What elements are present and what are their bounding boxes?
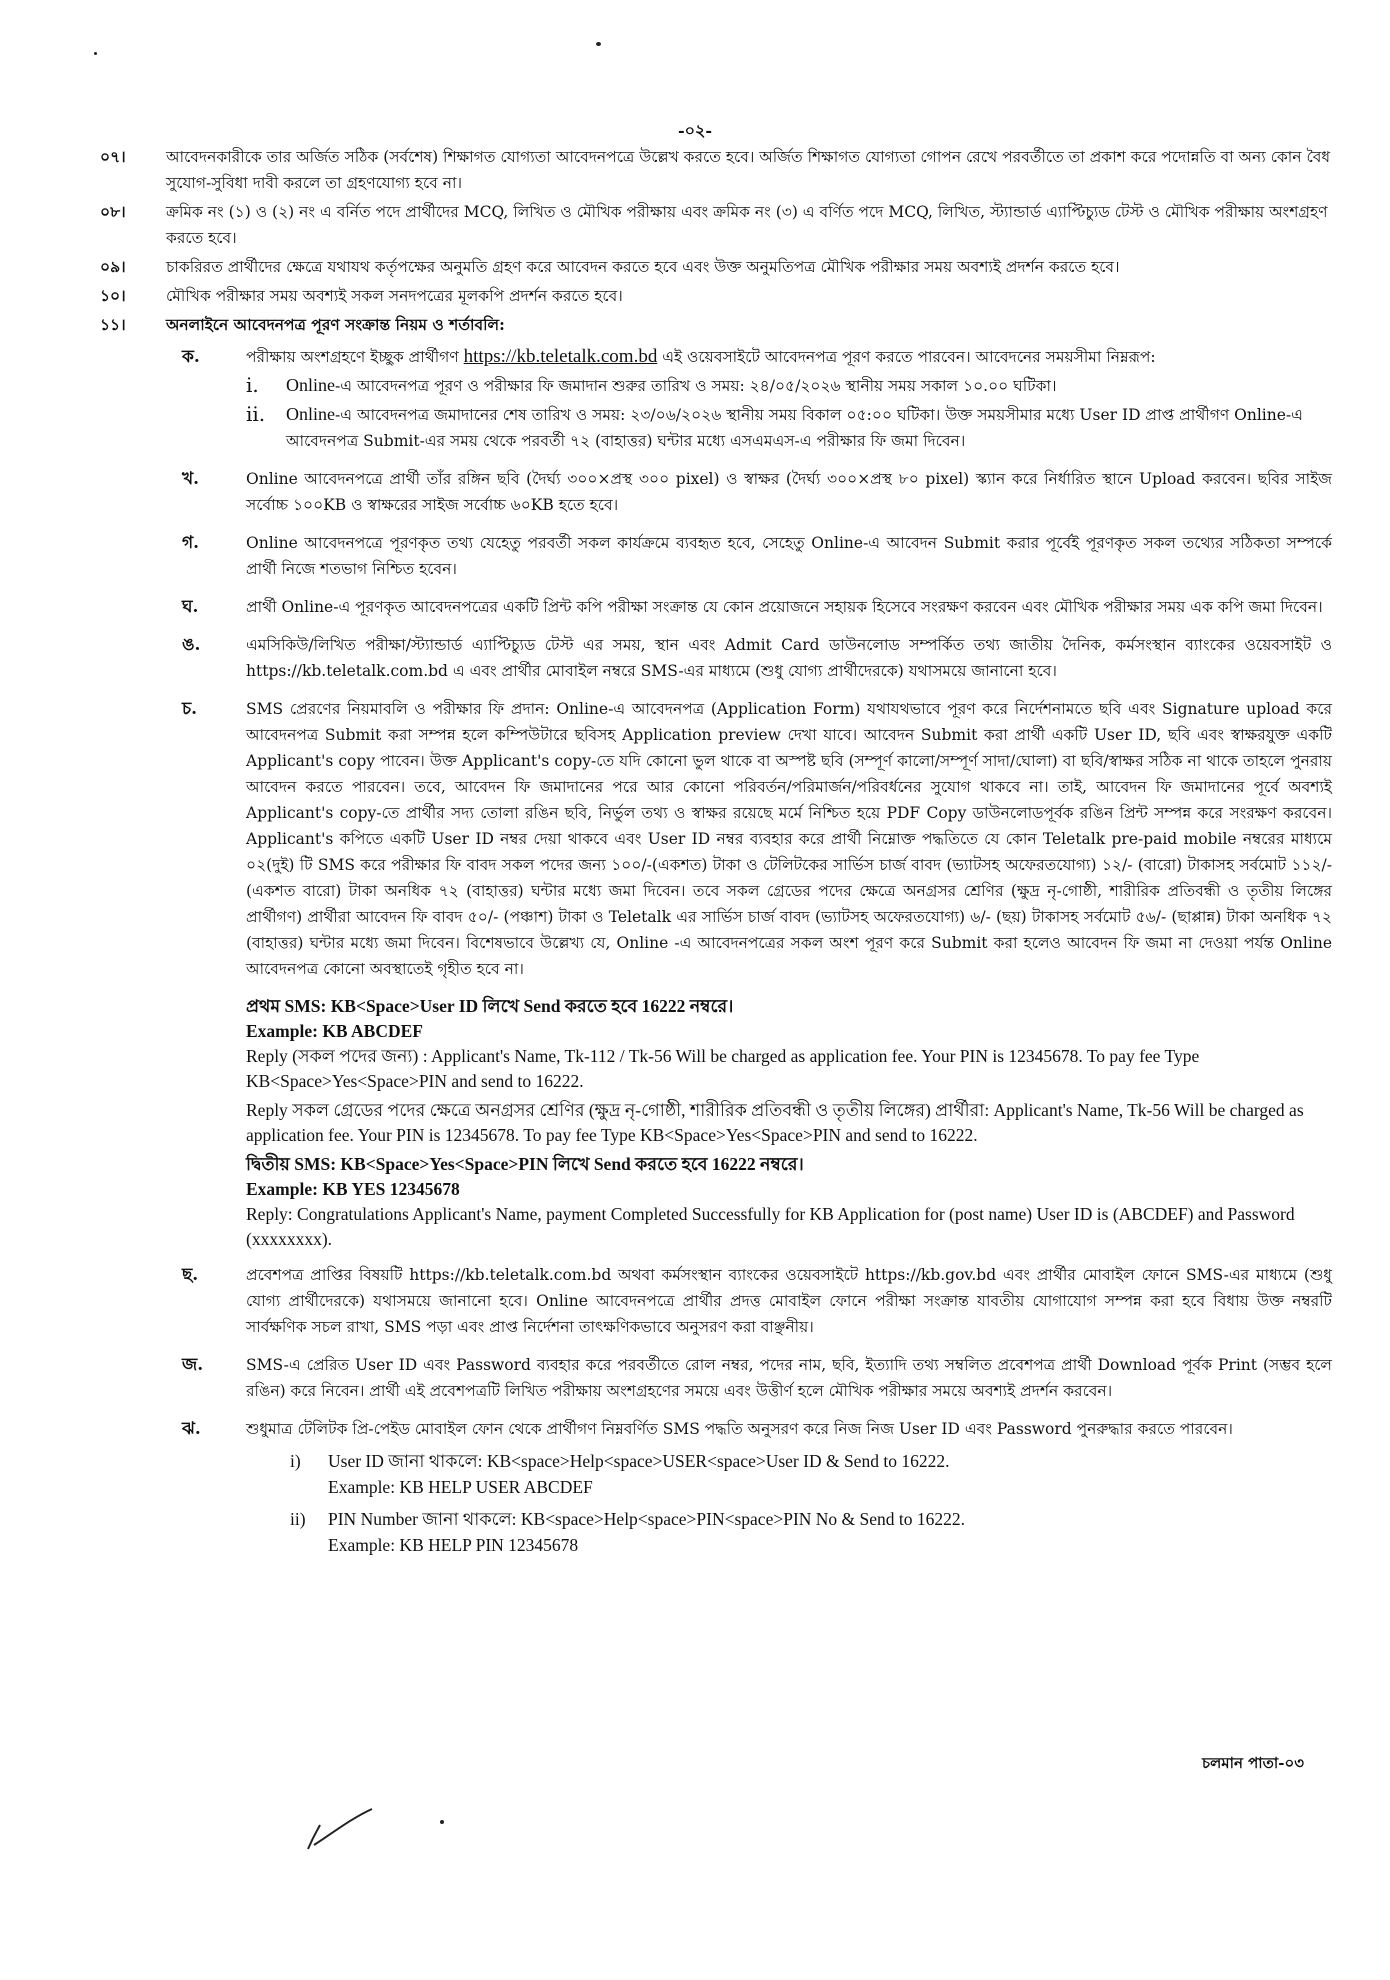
first-sms-command: KB<Space>User ID লিখে Send করতে হবে 16222 নম্বরে। [330,996,734,1016]
help-number: i) [290,1451,301,1471]
sub-item-letter: জ. [182,1355,204,1375]
sub-item-letter: খ. [182,469,200,489]
roman-number: i. [246,373,259,397]
sub-item-ka [170,344,1332,454]
help-command: User ID জানা থাকলে: KB<space>Help<space>USER<space>User ID & Send to 16222. [328,1451,950,1471]
first-sms-example: Example: KB ABCDEF [246,1021,423,1041]
sub-item-text: SMS-এ প্রেরিত User ID এবং Password ব্যবহার করে পরবর্তীতে রোল নম্বর, পদের নাম, ছবি, ইত্যাদি তথ্য সম্বলিত প্রবেশপত্র প্রার্থী Download পূর্বক Print (সম্ভব হলে রঙিন) করে নিবেন। প্রার্থী এই প্রবেশপত্রটি লিখিত পরীক্ষায় অংশগ্রহণের সময়ে এবং উত্তীর্ণ হলে মৌখিক পরীক্ষার সময়ে অবশ্যই প্রদর্শন করবেন। [246,1356,1332,1400]
sub-item-chha [170,1262,1332,1340]
roman-number: ii. [246,402,266,426]
help-example: Example: KB HELP PIN 12345678 [328,1535,579,1555]
online-word: Online [286,375,335,395]
item-11-heading [100,312,1332,338]
second-sms-example: Example: KB YES 12345678 [246,1179,460,1199]
item-number: ০৯। [100,257,126,276]
sub-item-text: প্রার্থী Online-এ পূরণকৃত আবেদনপত্রের একটি প্রিন্ট কপি পরীক্ষা সংক্রান্ত যে কোন প্রয়োজনে সহায়ক হিসেবে সংরক্ষণ করবেন এবং মৌখিক পরীক্ষার সময় এক কপি জমা দিবেন। [246,598,1323,616]
sub-item-gha [170,594,1332,620]
first-sms-line [246,994,1332,1019]
sub-item-letter: গ. [182,533,200,553]
item-09 [100,254,1332,280]
sub-item-jha [170,1416,1332,1442]
sub-item-text: শুধুমাত্র টেলিটক প্রি-পেইড মোবাইল ফোন থেকে প্রার্থীগণ নিম্নবর্ণিত SMS পদ্ধতি অনুসরণ করে নিজ নিজ User ID এবং Password পুনরুদ্ধার করতে পারবেন। [246,1420,1233,1438]
ka-roman-ii [246,401,1332,454]
sub-item-ja [170,1352,1332,1404]
sub-item-letter: চ. [182,699,198,719]
online-application-rules [170,344,1332,1558]
sub-item-cha [170,696,1332,982]
scan-speck [440,1820,444,1824]
scan-speck [94,52,97,55]
item-text: মৌখিক পরীক্ষার সময় অবশ্যই সকল সনদপত্রের মূলকপি প্রদর্শন করতে হবে। [166,287,623,305]
sub-item-text [246,344,1332,370]
second-sms-reply: Reply: Congratulations Applicant's Name, payment Completed Successfully for KB Application for (post name) User ID is (ABCDEF) and Password (xxxxxxxx). [246,1204,1295,1249]
item-text: চাকরিরত প্রার্থীদের ক্ষেত্রে যথাযথ কর্তৃপক্ষের অনুমতি গ্রহণ করে আবেদন করতে হবে এবং উক্ত অনুমতিপত্র মৌখিক পরীক্ষার সময় অবশ্যই প্রদর্শন করতে হবে। [166,258,1120,276]
password-recovery-list [290,1448,1332,1558]
sub-item-text: Online আবেদনপত্রে পূরণকৃত তথ্য যেহেতু পরবর্তী সকল কার্যক্রমে ব্যবহৃত হবে, সেহেতু Online-এ আবেদন Submit করার পূর্বেই পূরণকৃত সকল তথ্যের সঠিকতা সম্পর্কে প্রার্থী নিজে শতভাগ নিশ্চিত হবেন। [246,534,1332,578]
roman-text: -এ আবেদনপত্র পূরণ ও পরীক্ষার ফি জমাদান শুরুর তারিখ ও সময়: ২৪/০৫/২০২৬ স্থানীয় সময় সকাল ১০.০০ ঘটিকা। [335,377,1057,395]
help-number: ii) [290,1509,306,1529]
sub-item-letter: ছ. [182,1265,199,1285]
numbered-items [100,144,1332,341]
sub-item-letter: ঘ. [182,597,199,617]
first-sms-label: প্রথম SMS: [246,996,327,1016]
ka-text-before: পরীক্ষায় অংশগ্রহণে ইচ্ছুক প্রার্থীগণ [246,348,459,366]
scan-speck [596,42,601,46]
item-text: আবেদনকারীকে তার অর্জিত সঠিক (সর্বশেষ) শিক্ষাগত যোগ্যতা আবেদনপত্রে উল্লেখ করতে হবে। অর্জিত শিক্ষাগত যোগ্যতা গোপন রেখে পরবর্তীতে তা প্রকাশ করে পদোন্নতি বা অন্য কোন বৈধ সুযোগ-সুবিধা দাবী করলে তা গ্রহণযোগ্য হবে না। [166,148,1331,192]
sms-instructions [246,994,1332,1252]
first-sms-reply: Reply (সকল পদের জন্য) : Applicant's Name, Tk-112 / Tk-56 Will be charged as application fee. Your PIN is 12345678. To pay fee Type KB<Space>Yes<Space>PIN and send to 16222. [246,1046,1200,1091]
item-text: ক্রমিক নং (১) ও (২) নং এ বর্নিত পদে প্রার্থীদের MCQ, লিখিত ও মৌখিক পরীক্ষায় এবং ক্রমিক নং (৩) এ বর্ণিত পদে MCQ, লিখিত, স্ট্যান্ডার্ড এ্যাপ্টিচ্যুড টেস্ট ও মৌখিক পরীক্ষায় অংশগ্রহণ করতে হবে। [166,203,1328,247]
sub-item-letter: ক. [182,347,200,367]
help-user-id [290,1448,1332,1500]
item-number: ০৭। [100,147,126,166]
sub-item-text: প্রবেশপত্র প্রাপ্তির বিষয়টি https://kb.teletalk.com.bd অথবা কর্মসংস্থান ব্যাংকের ওয়েবসাইটে https://kb.gov.bd এবং প্রার্থীর মোবাইল ফোনে SMS-এর মাধ্যমে (শুধু যোগ্য প্রার্থীদেরকে) যথাসময়ে জানানো হবে। Online আবেদনপত্রে প্রার্থীর প্রদত্ত মোবাইল ফোনে পরীক্ষা সংক্রান্ত যাবতীয় যোগাযোগ সম্পন্ন করা হবে বিধায় উক্ত নম্বরটি সার্বক্ষণিক সচল রাখা, SMS পড়া এবং প্রাপ্ত নির্দেশনা তাৎক্ষণিকভাবে অনুসরণ করা বাঞ্ছনীয়। [246,1266,1332,1336]
second-sms-command: KB<Space>Yes<Space>PIN লিখে Send করতে হবে 16222 নম্বরে। [340,1154,804,1174]
sub-item-text: SMS প্রেরণের নিয়মাবলি ও পরীক্ষার ফি প্রদান: Online-এ আবেদনপত্র (Application Form) যথাযথভাবে পূরণ করে নির্দেশনামতে ছবি এবং Signature upload করে আবেদনপত্র Submit করা সম্পন্ন হলে কম্পিউটারে ছবিসহ Application preview দেখা যাবে। আবেদন Submit করা প্রার্থী একটি User ID, ছবি এবং স্বাক্ষরযুক্ত একটি Applicant's copy পাবেন। উক্ত Applicant's copy-তে যদি কোনো ভুল থাকে বা অস্পষ্ট ছবি (সম্পূর্ণ কালো/সম্পূর্ণ সাদা/ঘোলা) বা ছবি/স্বাক্ষর সঠিক না থাকে তাহলে পুনরায় আবেদন করতে পারবেন। তবে, আবেদন ফি জমাদানের পরে আর কোনো পরিবর্তন/পরিমার্জন/পরিবর্ধনের সুযোগ থাকবে না। তাই, আবেদন ফি জমাদানের পূর্বে অবশ্যই Applicant's copy-তে প্রার্থীর সদ্য তোলা রঙিন ছবি, নির্ভুল তথ্য ও স্বাক্ষর রয়েছে মর্মে নিশ্চিত হয়ে PDF Copy ডাউনলোডপূর্বক রঙিন প্রিন্ট সম্পন্ন করে সংরক্ষণ করবেন। Applicant's কপিতে একটি User ID নম্বর দেয়া থাকবে এবং User ID নম্বর ব্যবহার করে প্রার্থী নিম্নোক্ত পদ্ধতিতে যে কোন Teletalk pre-paid mobile নম্বরের মাধ্যমে ০২(দুই) টি SMS করে পরীক্ষার ফি বাবদ সকল পদের জন্য ১০০/-(একশত) টাকা ও টেলিটকের সার্ভিস চার্জ বাবদ (ভ্যাটসহ অফেরতযোগ্য) ১২/- (বারো) টাকাসহ সর্বমোট ১১২/- (একশত বারো) টাকা অনধিক ৭২ (বাহাত্তর) ঘন্টার মধ্যে জমা দিবেন। তবে সকল গ্রেডের পদের ক্ষেত্রে অনগ্রসর শ্রেণির (ক্ষুদ্র নৃ-গোষ্ঠী, শারীরিক প্রতিবন্ধী ও তৃতীয় লিঙ্গের প্রার্থীগণ) প্রার্থীরা আবেদন ফি বাবদ ৫০/- (পঞ্চাশ) টাকা ও Teletalk এর সার্ভিস চার্জ বাবদ (ভ্যাটসহ অফেরতযোগ্য) ৬/- (ছয়) টাকাসহ সর্বমোট ৫৬/- (ছাপ্পান্ন) টাকা অনধিক ৭২ (বাহাত্তর) ঘন্টার মধ্যে জমা দিবেন। বিশেষভাবে উল্লেখ্য যে, Online -এ আবেদনপত্রের সকল অংশ পূরণ করে Submit করা হলেও আবেদন ফি জমা না দেওয়া পর্যন্ত Online আবেদনপত্র কোনো অবস্থাতেই গৃহীত হবে না। [246,700,1332,978]
help-example: Example: KB HELP USER ABCDEF [328,1477,593,1497]
item-number: ১১। [100,315,126,334]
item-10 [100,283,1332,309]
second-sms-label: দ্বিতীয় SMS: [246,1154,337,1174]
item-number: ০৮। [100,202,126,221]
item-text: অনলাইনে আবেদনপত্র পূরণ সংক্রান্ত নিয়ম ও শর্তাবলি: [166,315,505,334]
second-sms-line [246,1152,1332,1177]
help-pin [290,1506,1332,1558]
ka-text-after: এই ওয়েবসাইটে আবেদনপত্র পূরণ করতে পারবেন। আবেদনের সময়সীমা নিম্নরূপ: [662,348,1156,366]
sub-item-kha [170,466,1332,518]
sub-item-text: Online আবেদনপত্রে প্রার্থী তাঁর রঙ্গিন ছবি (দৈর্ঘ্য ৩০০×প্রস্থ ৩০০ pixel) ও স্বাক্ষর (দৈর্ঘ্য ৩০০×প্রস্থ ৮০ pixel) স্ক্যান করে নির্ধারিত স্থানে Upload করবেন। ছবির সাইজ সর্বোচ্চ ১০০KB ও স্বাক্ষরের সাইজ সর্বোচ্চ ৬০KB হতে হবে। [246,470,1332,514]
sub-item-letter: ঙ. [182,635,201,655]
online-word: Online [286,404,335,424]
continued-page-note: চলমান পাতা-০৩ [1202,1754,1304,1772]
roman-text: -এ আবেদনপত্র জমাদানের শেষ তারিখ ও সময়: ২৩/০৬/২০২৬ স্থানীয় সময় বিকাল ০৫:০০ ঘটিকা। উক্ত সময়সীমার মধ্যে User ID প্রাপ্ত প্রার্থীগণ Online-এ আবেদনপত্র Submit-এর সময় থেকে পরবর্তী ৭২ (বাহাত্তর) ঘন্টার মধ্যে এসএমএস-এ পরীক্ষার ফি জমা দিবেন। [286,406,1303,450]
ka-roman-i [246,372,1332,399]
sub-item-umo [170,632,1332,684]
help-command: PIN Number জানা থাকলে: KB<space>Help<space>PIN<space>PIN No & Send to 16222. [328,1509,966,1529]
item-07 [100,144,1332,196]
teletalk-link[interactable]: https://kb.teletalk.com.bd [463,346,658,367]
first-sms-reply-2: Reply সকল গ্রেডের পদের ক্ষেত্রে অনগ্রসর শ্রেণির (ক্ষুদ্র নৃ-গোষ্ঠী, শারীরিক প্রতিবন্ধী ও তৃতীয় লিঙ্গের) প্রার্থীরা: Applicant's Name, Tk-56 Will be charged as application fee. Your PIN is 12345678. To pay fee Type KB<Space>Yes<Space>PIN and send to 16222. [246,1100,1304,1145]
sub-item-ga [170,530,1332,582]
item-number: ১০। [100,286,126,305]
page-number: -০২- [677,121,713,140]
sub-item-text: এমসিকিউ/লিখিত পরীক্ষা/স্ট্যান্ডার্ড এ্যাপ্টিচ্যুড টেস্ট এর সময়, স্থান এবং Admit Card ডাউনলোড সম্পর্কিত তথ্য জাতীয় দৈনিক, কর্মসংস্থান ব্যাংকের ওয়েবসাইট ও https://kb.teletalk.com.bd এ এবং প্রার্থীর মোবাইল নম্বরে SMS-এর মাধ্যমে (শুধু যোগ্য প্রার্থীদেরকে) যথাসময়ে জানানো হবে। [246,636,1332,680]
signature-mark [300,1805,380,1855]
sub-item-letter: ঝ. [182,1419,201,1439]
item-08 [100,199,1332,251]
